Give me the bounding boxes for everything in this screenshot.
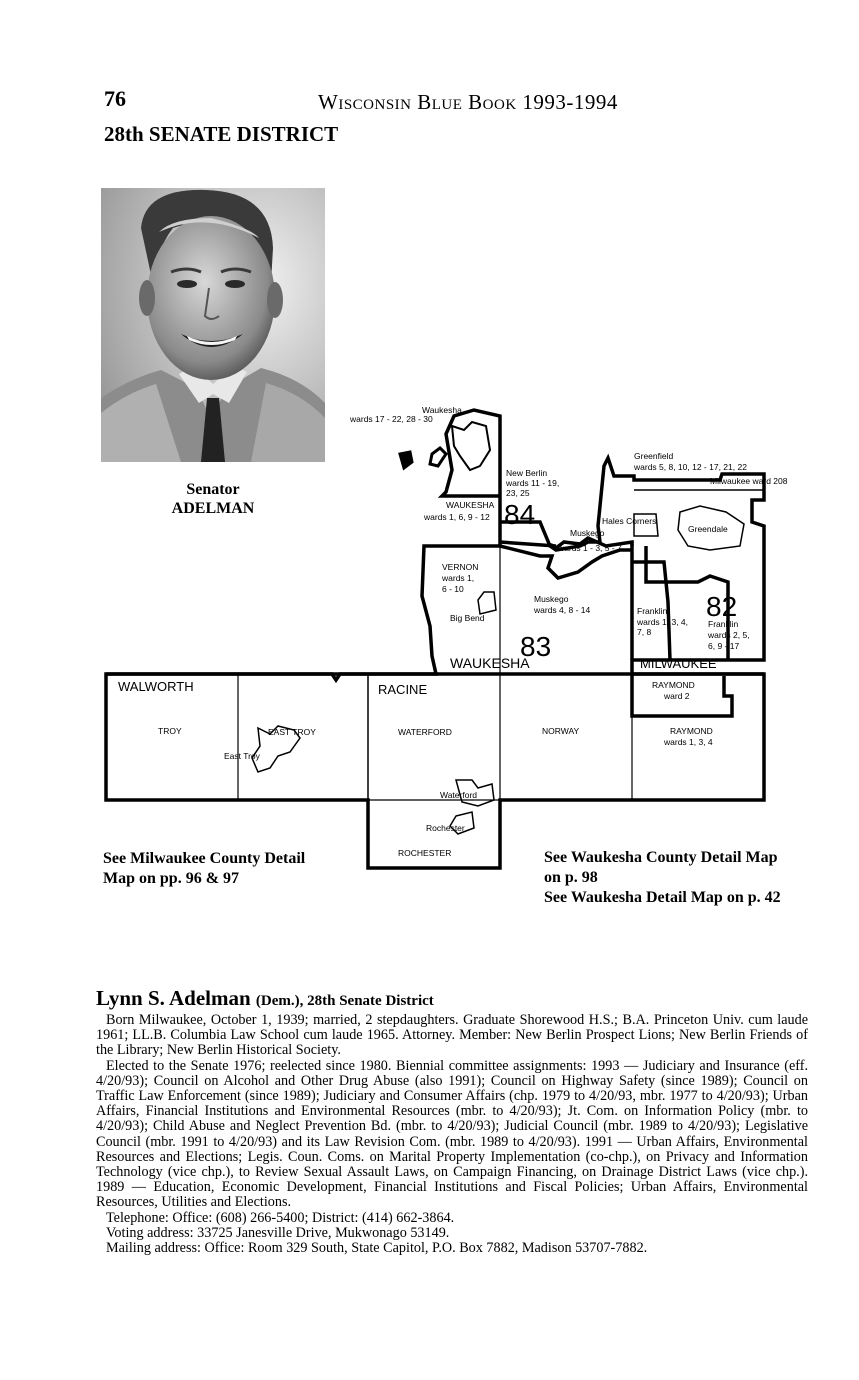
label-county-racine: RACINE xyxy=(378,682,428,697)
label-greendale: Greendale xyxy=(688,524,728,534)
label-muskego: Muskego xyxy=(570,528,605,538)
label-franklin-east-wards-1: wards 2, 5, xyxy=(708,630,750,640)
label-new-berlin-wards-1: wards 11 - 19, xyxy=(506,478,560,488)
caption-name: ADELMAN xyxy=(171,500,255,517)
bio-affiliation: (Dem.), 28th Senate District xyxy=(255,993,434,1009)
label-milwaukee-ward: Milwaukee ward 208 xyxy=(710,476,788,486)
label-district-84: 84 xyxy=(504,499,536,530)
label-rochester-village: Rochester xyxy=(426,823,465,833)
label-franklin-west: Franklin xyxy=(637,606,668,616)
label-district-83: 83 xyxy=(520,631,552,662)
label-east-troy-village: East Troy xyxy=(224,751,260,761)
bio-paragraph-service: Elected to the Senate 1976; reelected since 1980. Biennial committee assignments: 1993 — Judiciary and Insurance (eff. 4/20/93); Council on Alcohol and Other Drug Abuse (also 1991); Council on Highway Safety (since 1989); Council on Traffic Law Enforcement (since 1989); Judiciary and Consumer Affairs (chp. 1979 to 4/20/93, mbr. 1977 to 4/20/93); Urban Affairs, Financial Institutions and Environmental Resources (mbr. to 4/20/93); Jt. Com. on Information Policy (mbr. to 4/20/93); Child Abuse and Neglect Prevention Bd. (mbr. to 4/20/93); Judicial Council (mbr. 1989 to 4/20/93); Legislative Council (mbr. 1991 to 4/20/93) and its Law Revision Com. (mbr. 1989 to 4/20/93). 1991 — Urban Affairs, Environmental Resources and Elections; Legis. Coun. Coms. on Marital Property Implementation (co-chp.), on Privacy and Information Technology (vice chp.), to Review Sexual Assault Laws, on Campaign Financing, on Drainage District Laws (vice chp.). 1989 — Education, Economic Development, Financial Institutions and Fiscal Policies; Urban Affairs, Environmental Resources, Utilities and Elections. xyxy=(96,1057,808,1211)
label-new-berlin-wards-2: 23, 25 xyxy=(506,488,530,498)
label-hales-corners: Hales Corners xyxy=(602,516,657,526)
label-muskego-2-wards: wards 4, 8 - 14 xyxy=(534,605,591,615)
label-rochester-town: ROCHESTER xyxy=(398,848,452,858)
label-county-milwaukee: MILWAUKEE xyxy=(640,656,717,671)
label-vernon: VERNON xyxy=(442,562,479,572)
label-franklin-west-wards-1: wards 1, 3, 4, xyxy=(637,617,689,627)
label-county-walworth: WALWORTH xyxy=(118,679,194,694)
milwaukee-detail-line-2: Map on pp. 96 & 97 xyxy=(103,870,240,887)
label-waukesha-town-wards: wards 1, 6, 9 - 12 xyxy=(424,512,490,522)
label-raymond-1: RAYMOND xyxy=(652,680,695,690)
big-bend-outline xyxy=(478,592,496,614)
waukesha-county-line-2: on p. 98 xyxy=(544,869,598,886)
page-number: 76 xyxy=(104,86,126,111)
waukesha-city-outline xyxy=(452,422,490,470)
label-troy: TROY xyxy=(158,726,182,736)
label-franklin-west-wards-2: 7, 8 xyxy=(637,627,652,637)
caption-title: Senator xyxy=(186,481,240,498)
waukesha-county-note xyxy=(544,848,781,908)
label-muskego-2: Muskego xyxy=(534,594,569,604)
district-title: 28th SENATE DISTRICT xyxy=(104,122,339,146)
label-franklin-east-wards-2: 6, 9 - 17 xyxy=(708,641,740,651)
milwaukee-detail-note xyxy=(103,849,305,889)
bio-heading xyxy=(96,986,808,1011)
biography xyxy=(96,986,808,1256)
label-raymond-2-wards: wards 1, 3, 4 xyxy=(664,737,713,747)
running-title: Wisconsin Blue Book 1993-1994 xyxy=(318,90,618,114)
label-muskego-wards-top: wards 1 - 3, 5 - 7 xyxy=(558,543,622,553)
milwaukee-detail-line-1: See Milwaukee County Detail xyxy=(103,850,306,867)
waukesha-island-2 xyxy=(430,448,446,466)
label-waterford-village: Waterford xyxy=(440,790,478,800)
bio-mailing-address: Mailing address: Office: Room 329 South, State Capitol, P.O. Box 7882, Madison 53707-7882. xyxy=(106,1240,648,1257)
label-greenfield: Greenfield xyxy=(634,451,674,461)
label-norway: NORWAY xyxy=(542,726,580,736)
waukesha-county-line-1: See Waukesha County Detail Map xyxy=(544,849,778,866)
label-waterford-town: WATERFORD xyxy=(398,727,452,737)
label-raymond-2: RAYMOND xyxy=(670,726,713,736)
bio-voting-address: Voting address: 33725 Janesville Drive, Mukwonago 53149. xyxy=(106,1224,450,1241)
label-big-bend: Big Bend xyxy=(450,613,485,623)
label-east-troy-town: EAST TROY xyxy=(268,727,316,737)
label-waukesha-city-wards: wards 17 - 22, 28 - 30 xyxy=(350,414,433,424)
label-district-82: 82 xyxy=(706,591,738,622)
waukesha-island-1 xyxy=(400,452,412,468)
label-county-waukesha: WAUKESHA xyxy=(450,655,530,671)
label-franklin-east: Franklin xyxy=(708,619,739,629)
waukesha-detail-line: See Waukesha Detail Map on p. 42 xyxy=(544,889,781,906)
district-boundary xyxy=(106,410,764,868)
label-raymond-1-wards: ward 2 xyxy=(664,691,690,701)
district-map xyxy=(100,396,812,884)
label-vernon-wards-2: 6 - 10 xyxy=(442,584,464,594)
label-waukesha-city: Waukesha xyxy=(422,405,462,415)
label-greenfield-wards: wards 5, 8, 10, 12 - 17, 21, 22 xyxy=(634,462,747,472)
label-vernon-wards-1: wards 1, xyxy=(442,573,475,583)
label-new-berlin: New Berlin xyxy=(506,468,548,478)
bio-name: Lynn S. Adelman xyxy=(96,986,251,1010)
bio-telephone: Telephone: Office: (608) 266-5400; District: (414) 662-3864. xyxy=(106,1209,455,1226)
bio-paragraph-background: Born Milwaukee, October 1, 1939; married, 2 stepdaughters. Graduate Shorewood H.S.; B.A. Princeton Univ. cum laude 1961; LL.B. Columbia Law School cum laude 1965. Attorney. Member: New Berlin Prospect Lions; New Berlin Friends of the Library; New Berlin Historical Society. xyxy=(96,1012,808,1059)
label-waukesha-town: WAUKESHA xyxy=(446,500,495,510)
